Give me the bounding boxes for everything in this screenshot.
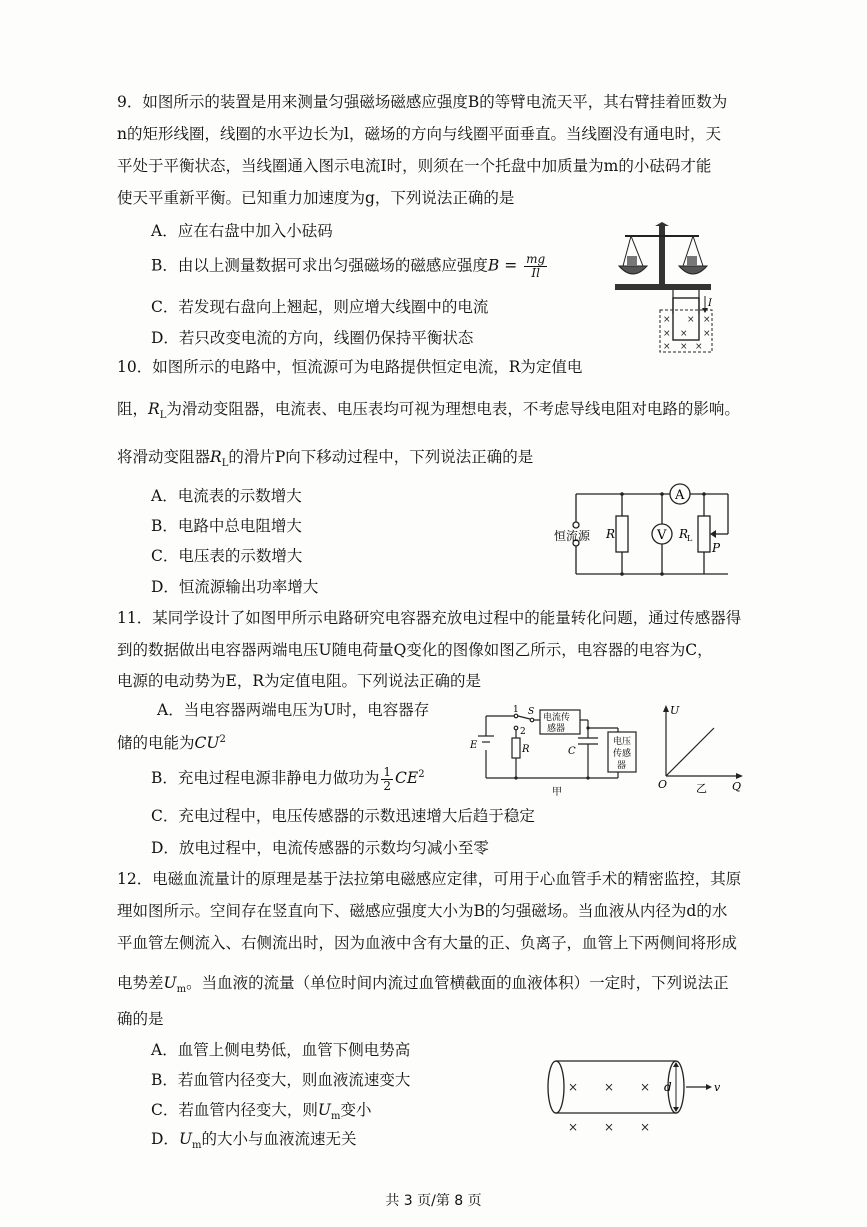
q10-source-label: 恒流源	[554, 529, 591, 543]
q10-option-d: D．恒流源输出功率增大	[151, 578, 319, 596]
q12-field-mark: ×	[568, 1120, 579, 1134]
q9-option-b	[151, 253, 549, 280]
q11-line-3: 电源的电动势为E，R为定值电阻。下列说法正确的是	[117, 672, 481, 690]
q9-option-a: A．应在右盘中加入小砝码	[151, 222, 333, 240]
q9-line-1: 9．如图所示的装置是用来测量匀强磁场磁感应强度B的等臂电流天平，其右臂挂着匝数为	[117, 93, 728, 111]
q9-option-b-num: mg	[526, 252, 546, 266]
q12-v-label: v	[714, 1081, 721, 1094]
q9-option-d: D．若只改变电流的方向，线圈仍保持平衡状态	[151, 329, 474, 347]
q12-line-4-sub: m	[176, 984, 187, 996]
q9-field-mark: ×	[687, 315, 695, 325]
q10-line-2-b: 为滑动变阻器，电流表、电压表均可视为理想电表，不考虑导线电阻对电路的影响。	[166, 400, 740, 418]
q9-field-mark: ×	[663, 329, 671, 339]
q10-rl-label: R	[679, 527, 689, 541]
q10-circuit-figure	[548, 480, 758, 580]
q11-option-c: C．充电过程中，电压传感器的示数迅速增大后趋于稳定	[151, 807, 535, 825]
q11-figure-jia: 甲	[552, 787, 562, 798]
q11-switch-s: S	[528, 707, 535, 717]
q12-option-d	[151, 1128, 357, 1157]
q12-option-b: B．若血管内径变大，则血液流速变大	[151, 1071, 411, 1089]
q11-line-1: 11．某同学设计了如图甲所示电路研究电容器充放电过程中的能量转化问题，通过传感器得	[117, 609, 742, 627]
q12-field-mark: ×	[640, 1080, 651, 1094]
q12-field-mark: ×	[604, 1120, 615, 1134]
q10-r-label: R	[606, 527, 616, 541]
q9-field-mark: ×	[703, 315, 711, 325]
q10-p-label: P	[712, 541, 721, 555]
q9-line-4: 使天平重新平衡。已知重力加速度为g，下列说法正确的是	[117, 189, 515, 207]
q11-circuit-figure	[468, 702, 648, 800]
q11-current-sensor-1: 电流传	[543, 713, 571, 723]
q11-option-a-line-1: A．当电容器两端电压为U时，电容器存	[157, 701, 430, 719]
q10-voltmeter-label: V	[657, 528, 667, 543]
q9-line-3: 平处于平衡状态，当线圈通入图示电流I时，则须在一个托盘中加质量为m的小砝码才能	[117, 157, 712, 175]
q10-line-1: 10．如图所示的电路中，恒流源可为电路提供恒定电流，R为定值电	[117, 358, 583, 376]
q11-option-b-sup: 2	[418, 769, 425, 780]
q12-option-c-text: C．若血管内径变大，则	[151, 1101, 318, 1119]
q9-field-mark: ×	[695, 342, 703, 352]
q11-current-sensor-2: 感器	[547, 724, 566, 734]
q11-option-b-fraction	[381, 766, 393, 793]
q9-field-mark: ×	[680, 342, 688, 352]
q11-origin-label: O	[658, 778, 668, 791]
q11-option-d: D．放电过程中，电流传感器的示数均匀减小至零	[151, 839, 489, 857]
q12-option-d-sub: m	[192, 1140, 202, 1152]
q11-line-2: 到的数据做出电容器两端电压U随电荷量Q变化的图像如图乙所示，电容器的电容为C，	[117, 641, 713, 659]
page-footer: 共 3 页/第 8 页	[385, 1193, 482, 1209]
q10-option-c: C．电压表的示数增大	[151, 547, 303, 565]
q10-option-b: B．电路中总电阻增大	[151, 517, 302, 535]
q12-line-4-var: U	[163, 974, 177, 992]
q9-field-mark: ×	[663, 315, 671, 325]
q12-field-mark: ×	[604, 1080, 615, 1094]
q12-line-2: 理如图所示。空间存在竖直向下、磁感应强度大小为B的匀强磁场。当血液从内径为d的水	[117, 902, 728, 920]
q12-option-c-suffix: 变小	[340, 1101, 372, 1119]
q11-c-label: C	[568, 746, 576, 757]
q11-option-b-num: 1	[383, 764, 392, 779]
q10-line-3-sub: L	[221, 458, 229, 470]
q12-option-a: A．血管上侧电势低，血管下侧电势高	[151, 1041, 411, 1059]
q9-field-mark: ×	[663, 342, 671, 352]
q11-option-a-text: 储的电能为	[117, 734, 195, 753]
q9-option-b-eq: =	[499, 256, 523, 275]
q10-ammeter-label: A	[675, 488, 685, 503]
q12-d-label: d	[664, 1080, 672, 1094]
q11-option-a-line-2	[117, 729, 226, 754]
q11-option-b-expr: CE	[395, 769, 419, 788]
q12-option-c-var: U	[317, 1101, 331, 1119]
q12-field-mark: ×	[568, 1080, 579, 1094]
q11-uq-graph	[656, 700, 746, 795]
q11-switch-1: 1	[513, 705, 519, 715]
q9-option-b-text: B．由以上测量数据可求出匀强磁场的磁感应强度	[151, 256, 488, 275]
q10-line-2	[117, 398, 740, 427]
q11-switch-2: 2	[520, 727, 526, 737]
q12-option-d-suffix: 的大小与血液流速无关	[201, 1130, 357, 1148]
q12-option-c-sub: m	[330, 1111, 341, 1123]
q12-option-c	[151, 1099, 371, 1128]
q12-line-3: 平血管左侧流入、右侧流出时，因为血液中含有大量的正、负离子，血管上下两侧间将形成	[117, 934, 738, 952]
q10-line-2-a: 阻，	[117, 400, 149, 418]
q10-line-3-a: 将滑动变阻器	[117, 448, 211, 466]
q12-line-5: 确的是	[117, 1010, 164, 1028]
q11-voltage-sensor-2: 传感	[613, 749, 632, 759]
q10-rl-sub: L	[687, 534, 693, 543]
q10-line-3-b: 的滑片P向下移动过程中，下列说法正确的是	[228, 448, 534, 466]
q9-balance-figure	[605, 222, 725, 354]
q11-option-b-text: B．充电过程电源非静电力做功为	[151, 769, 380, 788]
q9-option-b-var: B	[487, 256, 500, 275]
q11-u-axis-label: U	[670, 704, 680, 717]
q12-line-1: 12．电磁血流量计的原理是基于法拉第电磁感应定律，可用于心血管手术的精密监控，其原	[117, 870, 742, 888]
q12-line-4	[117, 972, 729, 1001]
q12-line-4-b: 。当血液的流量（单位时间内流过血管横截面的血液体积）一定时，下列说法正	[186, 974, 729, 992]
q9-option-b-den: Il	[531, 266, 540, 280]
q11-option-a-sup: 2	[219, 734, 226, 745]
q9-field-mark: ×	[680, 329, 688, 339]
q9-current-label: I	[708, 298, 712, 309]
q9-option-b-fraction	[524, 253, 547, 280]
q12-vessel-figure	[540, 1055, 730, 1135]
q9-field-mark: ×	[703, 329, 711, 339]
q11-option-b	[151, 764, 425, 793]
q10-line-3-var: R	[210, 448, 222, 466]
q11-q-axis-label: Q	[732, 780, 742, 793]
q10-line-3	[117, 446, 533, 475]
q11-r-label: R	[522, 744, 530, 755]
q10-line-2-var: R	[148, 400, 160, 418]
q11-figure-yi: 乙	[696, 782, 707, 795]
q11-option-a-expr: CU	[194, 734, 220, 753]
q11-e-label: E	[470, 740, 478, 751]
q11-voltage-sensor-1: 电压	[613, 737, 632, 747]
q11-voltage-sensor-3: 器	[617, 761, 627, 771]
q12-option-d-text: D．	[151, 1130, 179, 1148]
q12-line-4-a: 电势差	[117, 974, 164, 992]
q9-line-2: n的矩形线圈，线圈的水平边长为l，磁场的方向与线圈平面垂直。当线圈没有通电时，天	[117, 125, 721, 143]
q11-option-b-den: 2	[383, 778, 392, 793]
q12-field-mark: ×	[640, 1120, 651, 1134]
q10-line-2-sub: L	[159, 410, 167, 422]
q9-option-c: C．若发现右盘向上翘起，则应增大线圈中的电流	[151, 298, 489, 316]
q10-option-a: A．电流表的示数增大	[151, 487, 302, 505]
q12-option-d-var: U	[178, 1130, 193, 1148]
